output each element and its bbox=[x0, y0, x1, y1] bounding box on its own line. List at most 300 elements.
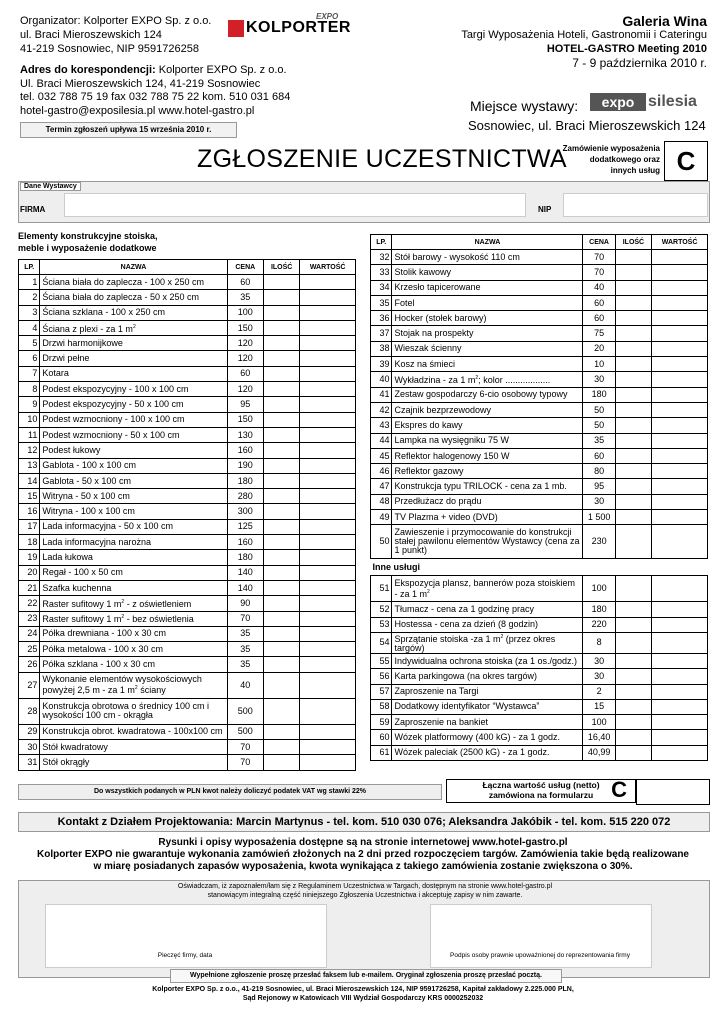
row-value-input[interactable] bbox=[300, 397, 356, 412]
row-qty-input[interactable] bbox=[615, 311, 651, 326]
row-qty-input[interactable] bbox=[263, 596, 299, 611]
row-price: 280 bbox=[227, 489, 263, 504]
row-value-input[interactable] bbox=[652, 265, 708, 280]
row-lp: 19 bbox=[19, 550, 40, 565]
row-lp: 55 bbox=[371, 653, 392, 668]
row-qty-input[interactable] bbox=[615, 684, 651, 699]
table-row bbox=[371, 464, 708, 479]
row-value-input[interactable] bbox=[300, 275, 356, 290]
row-value-input[interactable] bbox=[300, 504, 356, 519]
col-lp: LP. bbox=[19, 260, 40, 275]
row-price: 100 bbox=[583, 576, 615, 602]
row-qty-input[interactable] bbox=[615, 525, 651, 559]
table-row bbox=[19, 657, 356, 672]
venue-address: Sosnowiec, ul. Braci Mieroszewskich 124 bbox=[468, 118, 706, 133]
row-name: Kosz na śmieci bbox=[392, 357, 583, 372]
table-row bbox=[19, 473, 356, 488]
row-qty-input[interactable] bbox=[615, 372, 651, 387]
drawings-line-1: Rysunki i opisy wyposażenia dostępne są na stronie internetowej www.hotel-gastro.pl bbox=[158, 837, 568, 848]
row-qty-input[interactable] bbox=[615, 265, 651, 280]
order-note-line-3: innych usług bbox=[610, 166, 660, 175]
row-value-input[interactable] bbox=[652, 250, 708, 265]
row-name: Dodatkowy identyfikator “Wystawca” bbox=[392, 699, 583, 714]
row-price: 70 bbox=[227, 755, 263, 770]
row-lp: 54 bbox=[371, 632, 392, 653]
row-price: 60 bbox=[583, 448, 615, 463]
table-row bbox=[19, 504, 356, 519]
row-price: 500 bbox=[227, 724, 263, 739]
row-value-input[interactable] bbox=[300, 626, 356, 641]
row-value-input[interactable] bbox=[300, 458, 356, 473]
row-value-input[interactable] bbox=[652, 632, 708, 653]
row-price: 120 bbox=[227, 351, 263, 366]
send-note: Wypełnione zgłoszenie proszę przesłać faksem lub e-mailem. Oryginał zgłoszenia proszę przesłać pocztą. bbox=[170, 969, 562, 983]
services-header: Inne usługi bbox=[371, 559, 708, 576]
row-name: Konstrukcja typu TRILOCK - cena za 1 mb. bbox=[392, 479, 583, 494]
row-lp: 30 bbox=[19, 740, 40, 755]
row-qty-input[interactable] bbox=[615, 653, 651, 668]
row-qty-input[interactable] bbox=[263, 672, 299, 698]
row-value-input[interactable] bbox=[652, 387, 708, 402]
row-lp: 47 bbox=[371, 479, 392, 494]
elements-header bbox=[18, 230, 356, 254]
row-qty-input[interactable] bbox=[263, 427, 299, 442]
table-row bbox=[19, 320, 356, 335]
table-row bbox=[371, 525, 708, 559]
row-lp: 1 bbox=[19, 275, 40, 290]
row-price: 80 bbox=[583, 464, 615, 479]
row-lp: 13 bbox=[19, 458, 40, 473]
table-row bbox=[371, 730, 708, 745]
row-qty-input[interactable] bbox=[615, 669, 651, 684]
row-qty-input[interactable] bbox=[263, 724, 299, 739]
row-value-input[interactable] bbox=[300, 489, 356, 504]
row-lp: 46 bbox=[371, 464, 392, 479]
row-qty-input[interactable] bbox=[263, 657, 299, 672]
kolporter-logo bbox=[228, 12, 351, 40]
row-qty-input[interactable] bbox=[263, 698, 299, 724]
event-subtitle: Targi Wyposażenia Hoteli, Gastronomii i Cateringu bbox=[461, 29, 707, 41]
row-price: 95 bbox=[583, 479, 615, 494]
row-price: 35 bbox=[583, 433, 615, 448]
row-qty-input[interactable] bbox=[615, 715, 651, 730]
row-price: 70 bbox=[583, 265, 615, 280]
row-value-input[interactable] bbox=[652, 617, 708, 632]
table-row bbox=[19, 427, 356, 442]
row-qty-input[interactable] bbox=[263, 275, 299, 290]
row-qty-input[interactable] bbox=[263, 550, 299, 565]
row-lp: 2 bbox=[19, 290, 40, 305]
row-qty-input[interactable] bbox=[615, 632, 651, 653]
row-price: 30 bbox=[583, 669, 615, 684]
row-name: Hostessa - cena za dzień (8 godzin) bbox=[392, 617, 583, 632]
table-row bbox=[371, 326, 708, 341]
row-value-input[interactable] bbox=[300, 443, 356, 458]
row-price: 120 bbox=[227, 336, 263, 351]
order-note-line-1: Zamówienie wyposażenia bbox=[562, 144, 660, 153]
row-lp: 3 bbox=[19, 305, 40, 320]
row-price: 180 bbox=[227, 473, 263, 488]
row-qty-input[interactable] bbox=[615, 326, 651, 341]
total-line-2: zamówiona na formularzu bbox=[488, 790, 594, 800]
row-lp: 24 bbox=[19, 626, 40, 641]
footer-line-2: Sąd Rejonowy w Katowicach VIII Wydział Gospodarczy KRS 0000252032 bbox=[242, 995, 484, 1002]
col-price: CENA bbox=[583, 235, 615, 250]
row-qty-input[interactable] bbox=[263, 535, 299, 550]
elements-header-line-2: meble i wyposażenie dodatkowe bbox=[18, 243, 157, 253]
row-value-input[interactable] bbox=[300, 596, 356, 611]
row-lp: 42 bbox=[371, 402, 392, 417]
row-price: 30 bbox=[583, 372, 615, 387]
row-qty-input[interactable] bbox=[263, 755, 299, 770]
row-price: 130 bbox=[227, 427, 263, 442]
row-name: Sprzątanie stoiska -za 1 $m^2$ (przez okres targów) bbox=[392, 632, 583, 653]
row-lp: 22 bbox=[19, 596, 40, 611]
row-value-input[interactable] bbox=[652, 745, 708, 760]
row-lp: 11 bbox=[19, 427, 40, 442]
col-value: WARTOŚĆ bbox=[652, 235, 708, 250]
col-qty: ILOŚĆ bbox=[615, 235, 651, 250]
row-name: TV Plazma + video (DVD) bbox=[392, 510, 583, 525]
row-value-input[interactable] bbox=[652, 525, 708, 559]
signature-label: Podpis osoby prawnie upoważnionej do reprezentowania firmy bbox=[450, 952, 630, 959]
row-value-input[interactable] bbox=[300, 611, 356, 626]
row-qty-input[interactable] bbox=[263, 504, 299, 519]
row-name: Wykonanie elementów wysokościowych powyżej 2,5 m - za 1 $m^2$ ściany bbox=[40, 672, 227, 698]
row-value-input[interactable] bbox=[652, 510, 708, 525]
table-row bbox=[371, 699, 708, 714]
contact-bar: Kontakt z Działem Projektowania: Marcin Martynus - tel. kom. 510 030 076; Aleksandra Jakóbik - tel. kom. 515 220 072 bbox=[18, 812, 710, 832]
row-price: 100 bbox=[583, 715, 615, 730]
table-row bbox=[19, 550, 356, 565]
table-row bbox=[371, 576, 708, 602]
row-qty-input[interactable] bbox=[615, 448, 651, 463]
row-value-input[interactable] bbox=[300, 755, 356, 770]
row-lp: 44 bbox=[371, 433, 392, 448]
table-row bbox=[19, 672, 356, 698]
row-qty-input[interactable] bbox=[615, 576, 651, 602]
row-name: Zawieszenie i przymocowanie do konstrukcji stałej pawilonu elementów Wystawcy (cena za 1 punkt) bbox=[392, 525, 583, 559]
venue-label: Miejsce wystawy: bbox=[470, 98, 579, 114]
row-value-input[interactable] bbox=[652, 372, 708, 387]
total-value-input[interactable] bbox=[636, 779, 710, 805]
logo-mark-icon bbox=[228, 20, 244, 37]
row-price: 1 500 bbox=[583, 510, 615, 525]
row-value-input[interactable] bbox=[300, 740, 356, 755]
row-value-input[interactable] bbox=[300, 672, 356, 698]
row-name: Indywidualna ochrona stoiska (za 1 os./godz.) bbox=[392, 653, 583, 668]
row-price: 60 bbox=[583, 311, 615, 326]
deadline-note: Termin zgłoszeń upływa 15 września 2010 r. bbox=[20, 122, 237, 138]
row-price: 16,40 bbox=[583, 730, 615, 745]
row-value-input[interactable] bbox=[300, 320, 356, 335]
row-price: 140 bbox=[227, 565, 263, 580]
organizer-block bbox=[20, 14, 211, 56]
row-lp: 48 bbox=[371, 494, 392, 509]
table-row bbox=[371, 494, 708, 509]
row-value-input[interactable] bbox=[300, 642, 356, 657]
correspondence-line-3: tel. 032 788 75 19 fax 032 788 75 22 kom. 510 031 684 bbox=[20, 91, 291, 103]
row-name: Konstrukcja obrotowa o średnicy 100 cm i wysokości 100 cm - okrągła bbox=[40, 698, 227, 724]
row-lp: 60 bbox=[371, 730, 392, 745]
row-lp: 45 bbox=[371, 448, 392, 463]
row-lp: 57 bbox=[371, 684, 392, 699]
row-price: 35 bbox=[227, 657, 263, 672]
row-qty-input[interactable] bbox=[263, 305, 299, 320]
total-line-1: Łączna wartość usług (netto) bbox=[482, 780, 600, 790]
row-price: 180 bbox=[583, 602, 615, 617]
row-qty-input[interactable] bbox=[615, 510, 651, 525]
row-name: Zestaw gospodarczy 6-cio osobowy typowy bbox=[392, 387, 583, 402]
row-lp: 43 bbox=[371, 418, 392, 433]
table-row bbox=[371, 372, 708, 387]
stamp-label: Pieczęć firmy, data bbox=[157, 952, 213, 959]
form-title: ZGŁOSZENIE UCZESTNICTWA bbox=[197, 145, 567, 173]
row-name: Karta parkingowa (na okres targów) bbox=[392, 669, 583, 684]
row-qty-input[interactable] bbox=[263, 519, 299, 534]
row-qty-input[interactable] bbox=[263, 580, 299, 595]
row-name: Lada informacyjna narożna bbox=[40, 535, 227, 550]
row-lp: 51 bbox=[371, 576, 392, 602]
row-lp: 56 bbox=[371, 669, 392, 684]
table-row bbox=[371, 387, 708, 402]
organizer-line-3: 41-219 Sosnowiec, NIP 9591726258 bbox=[20, 43, 199, 55]
row-value-input[interactable] bbox=[300, 305, 356, 320]
row-price: 150 bbox=[227, 412, 263, 427]
row-qty-input[interactable] bbox=[615, 295, 651, 310]
row-value-input[interactable] bbox=[652, 684, 708, 699]
row-qty-input[interactable] bbox=[615, 433, 651, 448]
row-qty-input[interactable] bbox=[263, 320, 299, 335]
row-qty-input[interactable] bbox=[263, 740, 299, 755]
row-value-input[interactable] bbox=[652, 479, 708, 494]
row-value-input[interactable] bbox=[652, 494, 708, 509]
table-row bbox=[19, 535, 356, 550]
row-qty-input[interactable] bbox=[263, 443, 299, 458]
row-qty-input[interactable] bbox=[263, 397, 299, 412]
row-qty-input[interactable] bbox=[615, 418, 651, 433]
row-lp: 39 bbox=[371, 357, 392, 372]
row-value-input[interactable] bbox=[300, 382, 356, 397]
declaration-line-1: Oświadczam, iż zapoznałem/łam się z Regulaminem Uczestnictwa w Targach, dostępnym na stronie www.hotel-gastro.pl bbox=[177, 883, 553, 890]
vat-note: Do wszystkich podanych w PLN kwot należy doliczyć podatek VAT wg stawki 22% bbox=[18, 784, 442, 800]
row-qty-input[interactable] bbox=[263, 565, 299, 580]
row-name: Wykładzina - za 1 $m^2$; kolor .................. bbox=[392, 372, 583, 387]
table-row bbox=[371, 745, 708, 760]
row-name: Półka drewniana - 100 x 30 cm bbox=[40, 626, 227, 641]
nip-input[interactable] bbox=[563, 193, 708, 217]
row-name: Zaproszenie na Targi bbox=[392, 684, 583, 699]
row-value-input[interactable] bbox=[652, 464, 708, 479]
row-value-input[interactable] bbox=[300, 473, 356, 488]
table-row bbox=[19, 580, 356, 595]
table-row bbox=[19, 489, 356, 504]
row-qty-input[interactable] bbox=[263, 642, 299, 657]
row-value-input[interactable] bbox=[652, 448, 708, 463]
row-price: 180 bbox=[227, 550, 263, 565]
row-qty-input[interactable] bbox=[615, 730, 651, 745]
row-qty-input[interactable] bbox=[615, 341, 651, 356]
table-row bbox=[19, 351, 356, 366]
row-qty-input[interactable] bbox=[263, 626, 299, 641]
order-note bbox=[520, 143, 660, 176]
total-letter: C bbox=[611, 777, 627, 802]
row-value-input[interactable] bbox=[652, 653, 708, 668]
correspondence-line-2: Ul. Braci Mieroszewskich 124, 41-219 Sosnowiec bbox=[20, 77, 261, 90]
row-qty-input[interactable] bbox=[615, 464, 651, 479]
table-row bbox=[371, 402, 708, 417]
table-row bbox=[371, 250, 708, 265]
row-price: 220 bbox=[583, 617, 615, 632]
row-value-input[interactable] bbox=[300, 336, 356, 351]
row-lp: 5 bbox=[19, 336, 40, 351]
firma-input[interactable] bbox=[64, 193, 526, 217]
row-qty-input[interactable] bbox=[615, 402, 651, 417]
table-row bbox=[371, 265, 708, 280]
row-value-input[interactable] bbox=[652, 730, 708, 745]
row-qty-input[interactable] bbox=[615, 357, 651, 372]
row-name: Stół barowy - wysokość 110 cm bbox=[392, 250, 583, 265]
row-value-input[interactable] bbox=[652, 280, 708, 295]
row-price: 60 bbox=[227, 366, 263, 381]
row-lp: 18 bbox=[19, 535, 40, 550]
row-price: 180 bbox=[583, 387, 615, 402]
row-value-input[interactable] bbox=[652, 326, 708, 341]
col-lp: LP. bbox=[371, 235, 392, 250]
logo-brand: KOLPORTER bbox=[246, 19, 351, 36]
row-lp: 36 bbox=[371, 311, 392, 326]
row-value-input[interactable] bbox=[300, 366, 356, 381]
row-name: Podest ekspozycyjny - 50 x 100 cm bbox=[40, 397, 227, 412]
row-value-input[interactable] bbox=[300, 535, 356, 550]
row-price: 70 bbox=[227, 611, 263, 626]
row-qty-input[interactable] bbox=[263, 473, 299, 488]
correspondence-label: Adres do korespondencji: bbox=[20, 64, 156, 76]
row-value-input[interactable] bbox=[652, 357, 708, 372]
row-lp: 25 bbox=[19, 642, 40, 657]
row-price: 190 bbox=[227, 458, 263, 473]
row-name: Ekspozycja plansz, bannerów poza stoiskiem - za 1 $m^2$ bbox=[392, 576, 583, 602]
row-qty-input[interactable] bbox=[263, 336, 299, 351]
event-meeting: HOTEL-GASTRO Meeting 2010 bbox=[546, 43, 707, 55]
row-value-input[interactable] bbox=[652, 402, 708, 417]
row-value-input[interactable] bbox=[300, 565, 356, 580]
row-value-input[interactable] bbox=[300, 698, 356, 724]
row-value-input[interactable] bbox=[652, 715, 708, 730]
row-value-input[interactable] bbox=[300, 724, 356, 739]
row-value-input[interactable] bbox=[652, 311, 708, 326]
row-value-input[interactable] bbox=[300, 519, 356, 534]
row-name: Konstrukcja obrot. kwadratowa - 100x100 cm bbox=[40, 724, 227, 739]
row-qty-input[interactable] bbox=[263, 382, 299, 397]
row-lp: 17 bbox=[19, 519, 40, 534]
row-qty-input[interactable] bbox=[263, 611, 299, 626]
row-value-input[interactable] bbox=[652, 699, 708, 714]
row-qty-input[interactable] bbox=[615, 602, 651, 617]
table-row bbox=[371, 311, 708, 326]
row-qty-input[interactable] bbox=[615, 280, 651, 295]
row-qty-input[interactable] bbox=[263, 458, 299, 473]
drawings-note bbox=[18, 837, 708, 873]
row-value-input[interactable] bbox=[300, 412, 356, 427]
row-name: Podest ekspozycyjny - 100 x 100 cm bbox=[40, 382, 227, 397]
row-value-input[interactable] bbox=[652, 576, 708, 602]
row-name: Regał - 100 x 50 cm bbox=[40, 565, 227, 580]
row-qty-input[interactable] bbox=[615, 494, 651, 509]
table-row bbox=[371, 510, 708, 525]
row-price: 140 bbox=[227, 580, 263, 595]
row-qty-input[interactable] bbox=[615, 617, 651, 632]
table-row bbox=[371, 602, 708, 617]
row-value-input[interactable] bbox=[652, 295, 708, 310]
row-price: 40 bbox=[227, 672, 263, 698]
row-value-input[interactable] bbox=[652, 433, 708, 448]
row-value-input[interactable] bbox=[300, 657, 356, 672]
row-value-input[interactable] bbox=[652, 669, 708, 684]
row-name: Podest łukowy bbox=[40, 443, 227, 458]
row-qty-input[interactable] bbox=[263, 351, 299, 366]
table-row bbox=[19, 382, 356, 397]
row-qty-input[interactable] bbox=[263, 366, 299, 381]
row-value-input[interactable] bbox=[300, 290, 356, 305]
correspondence-block bbox=[20, 64, 290, 118]
row-price: 100 bbox=[227, 305, 263, 320]
row-value-input[interactable] bbox=[652, 602, 708, 617]
table-row bbox=[371, 669, 708, 684]
row-lp: 12 bbox=[19, 443, 40, 458]
row-qty-input[interactable] bbox=[615, 745, 651, 760]
row-name: Ściana z plexi - za 1 $m^2$ bbox=[40, 320, 227, 335]
row-lp: 38 bbox=[371, 341, 392, 356]
row-qty-input[interactable] bbox=[263, 290, 299, 305]
row-qty-input[interactable] bbox=[615, 250, 651, 265]
row-lp: 7 bbox=[19, 366, 40, 381]
table-row bbox=[19, 305, 356, 320]
row-name: Lada łukowa bbox=[40, 550, 227, 565]
row-name: Hocker (stołek barowy) bbox=[392, 311, 583, 326]
row-price: 70 bbox=[583, 250, 615, 265]
row-lp: 4 bbox=[19, 320, 40, 335]
correspondence-line-1: Kolporter EXPO Sp. z o.o. bbox=[155, 64, 287, 76]
row-qty-input[interactable] bbox=[615, 699, 651, 714]
row-lp: 50 bbox=[371, 525, 392, 559]
row-lp: 61 bbox=[371, 745, 392, 760]
row-value-input[interactable] bbox=[300, 427, 356, 442]
row-qty-input[interactable] bbox=[615, 387, 651, 402]
row-name: Raster sufitowy 1 $m^2$ - z oświetleniem bbox=[40, 596, 227, 611]
row-value-input[interactable] bbox=[652, 341, 708, 356]
row-lp: 28 bbox=[19, 698, 40, 724]
row-value-input[interactable] bbox=[300, 580, 356, 595]
row-price: 40 bbox=[583, 280, 615, 295]
row-qty-input[interactable] bbox=[615, 479, 651, 494]
row-price: 300 bbox=[227, 504, 263, 519]
row-name: Przedłużacz do prądu bbox=[392, 494, 583, 509]
row-lp: 6 bbox=[19, 351, 40, 366]
row-qty-input[interactable] bbox=[263, 489, 299, 504]
row-name: Drzwi harmonijkowe bbox=[40, 336, 227, 351]
correspondence-line-4: hotel-gastro@exposilesia.pl www.hotel-gastro.pl bbox=[20, 104, 255, 117]
row-price: 160 bbox=[227, 535, 263, 550]
row-value-input[interactable] bbox=[652, 418, 708, 433]
row-value-input[interactable] bbox=[300, 351, 356, 366]
row-qty-input[interactable] bbox=[263, 412, 299, 427]
row-value-input[interactable] bbox=[300, 550, 356, 565]
row-price: 60 bbox=[227, 275, 263, 290]
row-lp: 40 bbox=[371, 372, 392, 387]
row-price: 50 bbox=[583, 402, 615, 417]
table-row bbox=[19, 626, 356, 641]
